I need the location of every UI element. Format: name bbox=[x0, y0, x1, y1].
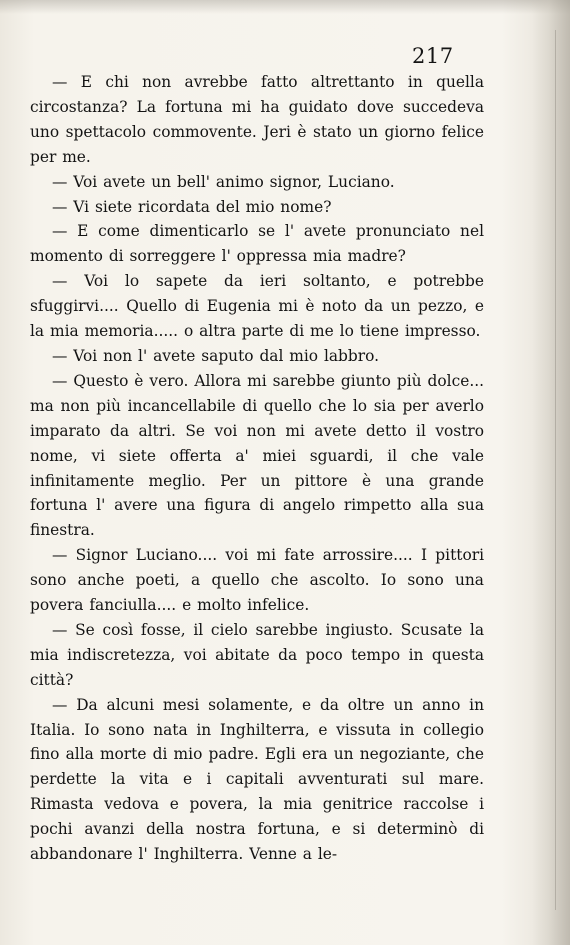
paragraph: — Vi siete ricordata del mio nome? bbox=[52, 197, 332, 216]
paragraph: — Da alcuni mesi solamente, e da oltre un anno in Italia. Io sono nata in Inghilterra, e vissuta in collegio fino alla morte di mio padre. Egli era un negoziante, che perdette la vita e i capitali avventurati sul mare. Rimasta vedova e povera, la mia genitrice raccolse i pochi avanzi della nostra fortuna, e si determinò di abbandonare l' Inghilterra. Venne a le- bbox=[30, 695, 484, 864]
page-edge-shadow bbox=[532, 0, 570, 945]
page-number: 217 bbox=[412, 44, 454, 68]
paragraph: — Questo è vero. Allora mi sarebbe giunto più dolce... ma non più incancellabile di quello che lo sia per averlo imparato da altri. Se voi non mi avete detto il vostro nome, vi siete offerta a' miei sguardi, il che vale infinitamente meglio. Per un pittore è una grande fortuna l' avere una figura di angelo rimpetto alla sua finestra. bbox=[30, 371, 484, 540]
body-text bbox=[30, 70, 484, 867]
page-fold-line bbox=[555, 30, 556, 910]
paragraph: — Voi avete un bell' animo signor, Luciano. bbox=[52, 172, 395, 191]
paragraph: — Se così fosse, il cielo sarebbe ingiusto. Scusate la mia indiscretezza, voi abitate da poco tempo in questa città? bbox=[30, 620, 484, 689]
paragraph: — Voi non l' avete saputo dal mio labbro. bbox=[52, 346, 380, 365]
paragraph: — E come dimenticarlo se l' avete pronunciato nel momento di sorreggere l' oppressa mia madre? bbox=[30, 222, 484, 266]
paragraph: — Signor Luciano.... voi mi fate arrossire.... I pittori sono anche poeti, a quello che ascolto. Io sono una povera fanciulla.... e molto infelice. bbox=[30, 546, 484, 615]
paragraph: — E chi non avrebbe fatto altrettanto in quella circostanza? La fortuna mi ha guidato dove succedeva uno spettacolo commovente. Jeri è stato un giorno felice per me. bbox=[30, 73, 484, 166]
paragraph: — Voi lo sapete da ieri soltanto, e potrebbe sfuggirvi.... Quello di Eugenia mi è noto da un pezzo, e la mia memoria..... o altra parte di me lo tiene impresso. bbox=[30, 272, 484, 341]
top-shadow bbox=[0, 0, 570, 14]
